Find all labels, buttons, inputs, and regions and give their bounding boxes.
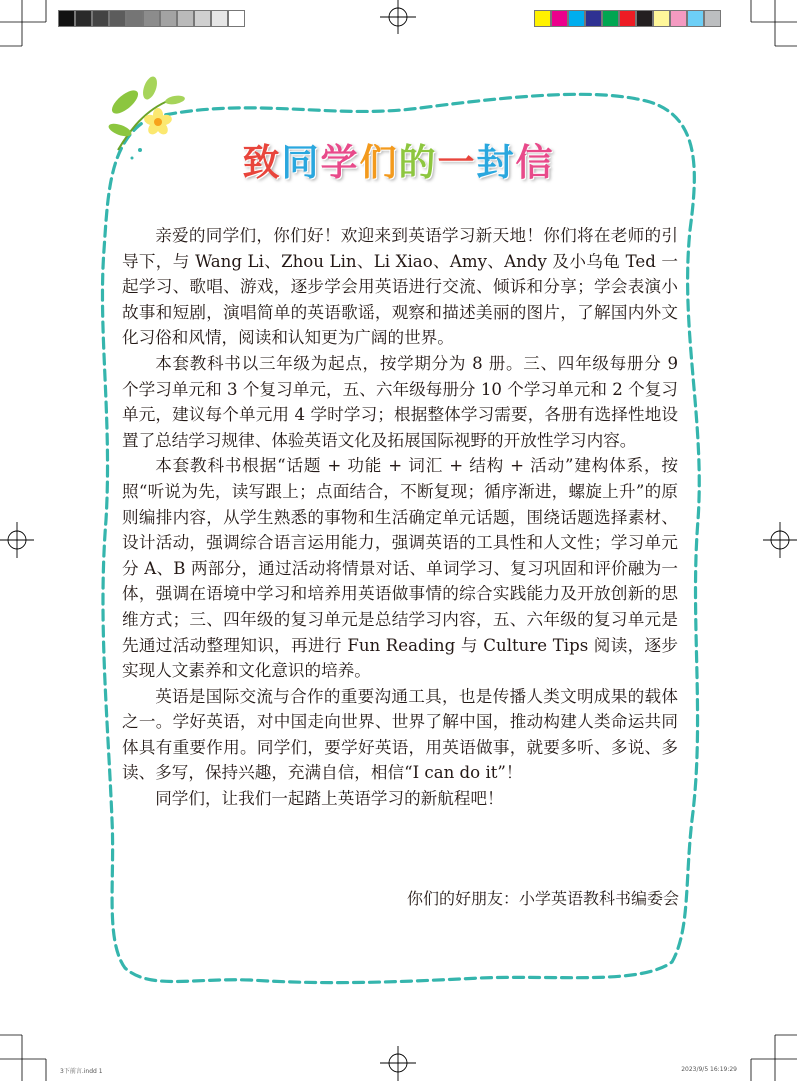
print-timestamp: 2023/9/5 16:19:29 xyxy=(681,1066,737,1073)
title-char: 封 xyxy=(476,141,516,184)
title-char: 一 xyxy=(437,141,477,184)
letter-body xyxy=(122,223,678,812)
title-char: 的 xyxy=(398,141,438,184)
title-char: 致 xyxy=(242,141,282,184)
title-char: 学 xyxy=(320,141,360,184)
paragraph: 英语是国际交流与合作的重要沟通工具，也是传播人类文明成果的载体之一。学好英语，对中国走向世界、世界了解中国，推动构建人类命运共同体具有重要作用。同学们，要学好英语，用英语做事，就要多听、多说、多读、多写，保持兴趣，充满自信，相信“I can do it”！ xyxy=(122,686,678,783)
paragraph: 同学们，让我们一起踏上英语学习的新航程吧！ xyxy=(155,789,504,809)
paragraph: 本套教科书以三年级为起点，按学期分为 8 册。三、四年级每册分 9 个学习单元和 3 个复习单元，五、六年级每册分 10 个学习单元和 2 个复习单元，建议每个单元用 4 学时学习；根据整体学习需要，各册有选择性地设置了总结学习规律、体验英语文化及拓展国际视野的开放性学习内容。 xyxy=(122,353,678,450)
title-char: 信 xyxy=(515,141,555,184)
paragraph: 亲爱的同学们，你们好！欢迎来到英语学习新天地！你们将在老师的引导下，与 Wang Li、Zhou Lin、Li Xiao、Amy、Andy 及小乌龟 Ted 一起学习、歌唱、游戏，逐步学会用英语进行交流、倾诉和分享；学会表演小故事和短剧，演唱简单的英语歌谣，观察和描述美丽的图片，了解国内外文化习俗和风情，阅读和认知更为广阔的世界。 xyxy=(122,226,678,348)
paragraph: 本套教科书根据“话题 + 功能 + 词汇 + 结构 + 活动”建构体系，按照“听说为先，读写跟上；点面结合，不断复现；循序渐进，螺旋上升”的原则编排内容，从学生熟悉的事物和生活确定单元话题，围绕话题选择素材、设计活动，强调综合语言运用能力，强调英语的工具性和人文性；学习单元分 A、B 两部分，通过活动将情景对话、单词学习、复习巩固和评价融为一体，强调在语境中学习和培养用英语做事情的综合实践能力及开放创新的思维方式；三、四年级的复习单元是总结学习内容，五、六年级的复习单元是先通过活动整理知识，再进行 Fun Reading 与 Culture Tips 阅读，逐步实现人文素养和文化意识的培养。 xyxy=(122,456,678,681)
title-char: 同 xyxy=(281,141,321,184)
page-title xyxy=(0,132,797,186)
title-char: 们 xyxy=(359,141,399,184)
file-name-slug: 3下前言.indd 1 xyxy=(60,1068,103,1075)
signature: 你们的好朋友：小学英语教科书编委会 xyxy=(406,889,679,908)
